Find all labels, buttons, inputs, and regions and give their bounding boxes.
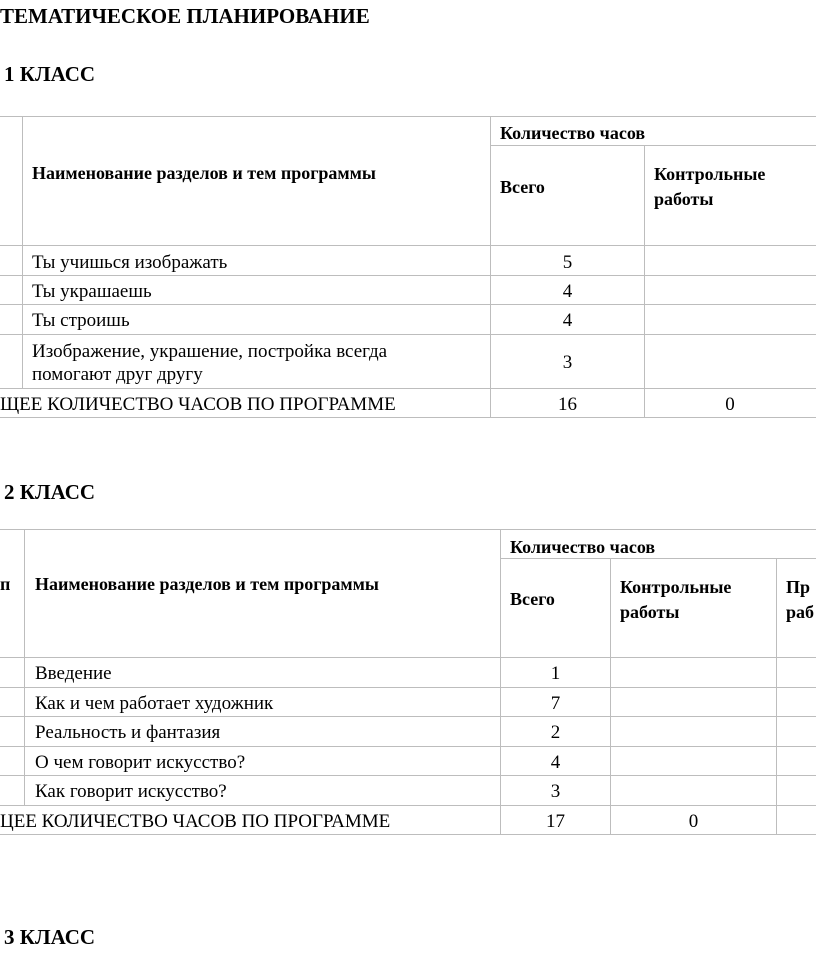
table-row-hours: 4 bbox=[562, 310, 573, 331]
class1-header-control-2: работы bbox=[654, 189, 714, 209]
class2-title: 2 КЛАСС bbox=[4, 480, 96, 504]
class2-header-practical-2: раб bbox=[786, 602, 815, 622]
class1-summary-total: 16 bbox=[558, 394, 577, 415]
class2-summary-label: ЦЕЕ КОЛИЧЕСТВО ЧАСОВ ПО ПРОГРАММЕ bbox=[0, 811, 391, 832]
class2-header-control: Контрольные bbox=[620, 577, 732, 597]
page-title: ТЕМАТИЧЕСКОЕ ПЛАНИРОВАНИЕ bbox=[0, 4, 370, 28]
class2-header-total: Всего bbox=[510, 589, 555, 609]
class2-header-control-2: работы bbox=[620, 602, 680, 622]
class1-title: 1 КЛАСС bbox=[4, 62, 96, 86]
class2-header-hours: Количество часов bbox=[510, 537, 656, 557]
table-row-name: Изображение, украшение, постройка всегда bbox=[32, 341, 388, 362]
table-row-name: Ты украшаешь bbox=[32, 281, 152, 302]
class2-header-practical: Пр bbox=[786, 577, 811, 597]
table-row-hours: 7 bbox=[550, 693, 561, 714]
class1-header-name: Наименование разделов и тем программы bbox=[32, 163, 376, 183]
table-row-name: О чем говорит искусство? bbox=[35, 752, 246, 773]
table-row-name-cont: помогают друг другу bbox=[32, 364, 203, 385]
class2-header-name: Наименование разделов и тем программы bbox=[35, 574, 379, 594]
table-row-name: Реальность и фантазия bbox=[35, 722, 221, 743]
class2-summary-total: 17 bbox=[546, 811, 565, 832]
class3-title: 3 КЛАСС bbox=[4, 925, 96, 949]
table-row-hours: 4 bbox=[562, 281, 573, 302]
table-row-name: Ты строишь bbox=[32, 310, 130, 331]
class1-summary-control: 0 bbox=[725, 394, 735, 415]
table-row-hours: 4 bbox=[550, 752, 561, 773]
table-row-name: Введение bbox=[35, 663, 112, 684]
table-row-hours: 1 bbox=[550, 663, 561, 684]
table-row-hours: 3 bbox=[562, 352, 573, 373]
class2-summary-control: 0 bbox=[688, 811, 699, 832]
table-row-name: Как и чем работает художник bbox=[35, 693, 274, 714]
class2-header-num: п bbox=[0, 574, 11, 594]
table-row-name: Как говорит искусство? bbox=[35, 781, 227, 802]
table-row-hours: 3 bbox=[550, 781, 561, 802]
class1-header-control: Контрольные bbox=[654, 164, 766, 184]
class1-summary-label: ЩЕЕ КОЛИЧЕСТВО ЧАСОВ ПО ПРОГРАММЕ bbox=[0, 394, 396, 415]
class1-header-total: Всего bbox=[500, 177, 545, 197]
table-row-hours: 2 bbox=[550, 722, 561, 743]
table-row-hours: 5 bbox=[562, 252, 573, 273]
class1-header-hours: Количество часов bbox=[500, 123, 646, 143]
table-row-name: Ты учишься изображать bbox=[32, 252, 228, 273]
